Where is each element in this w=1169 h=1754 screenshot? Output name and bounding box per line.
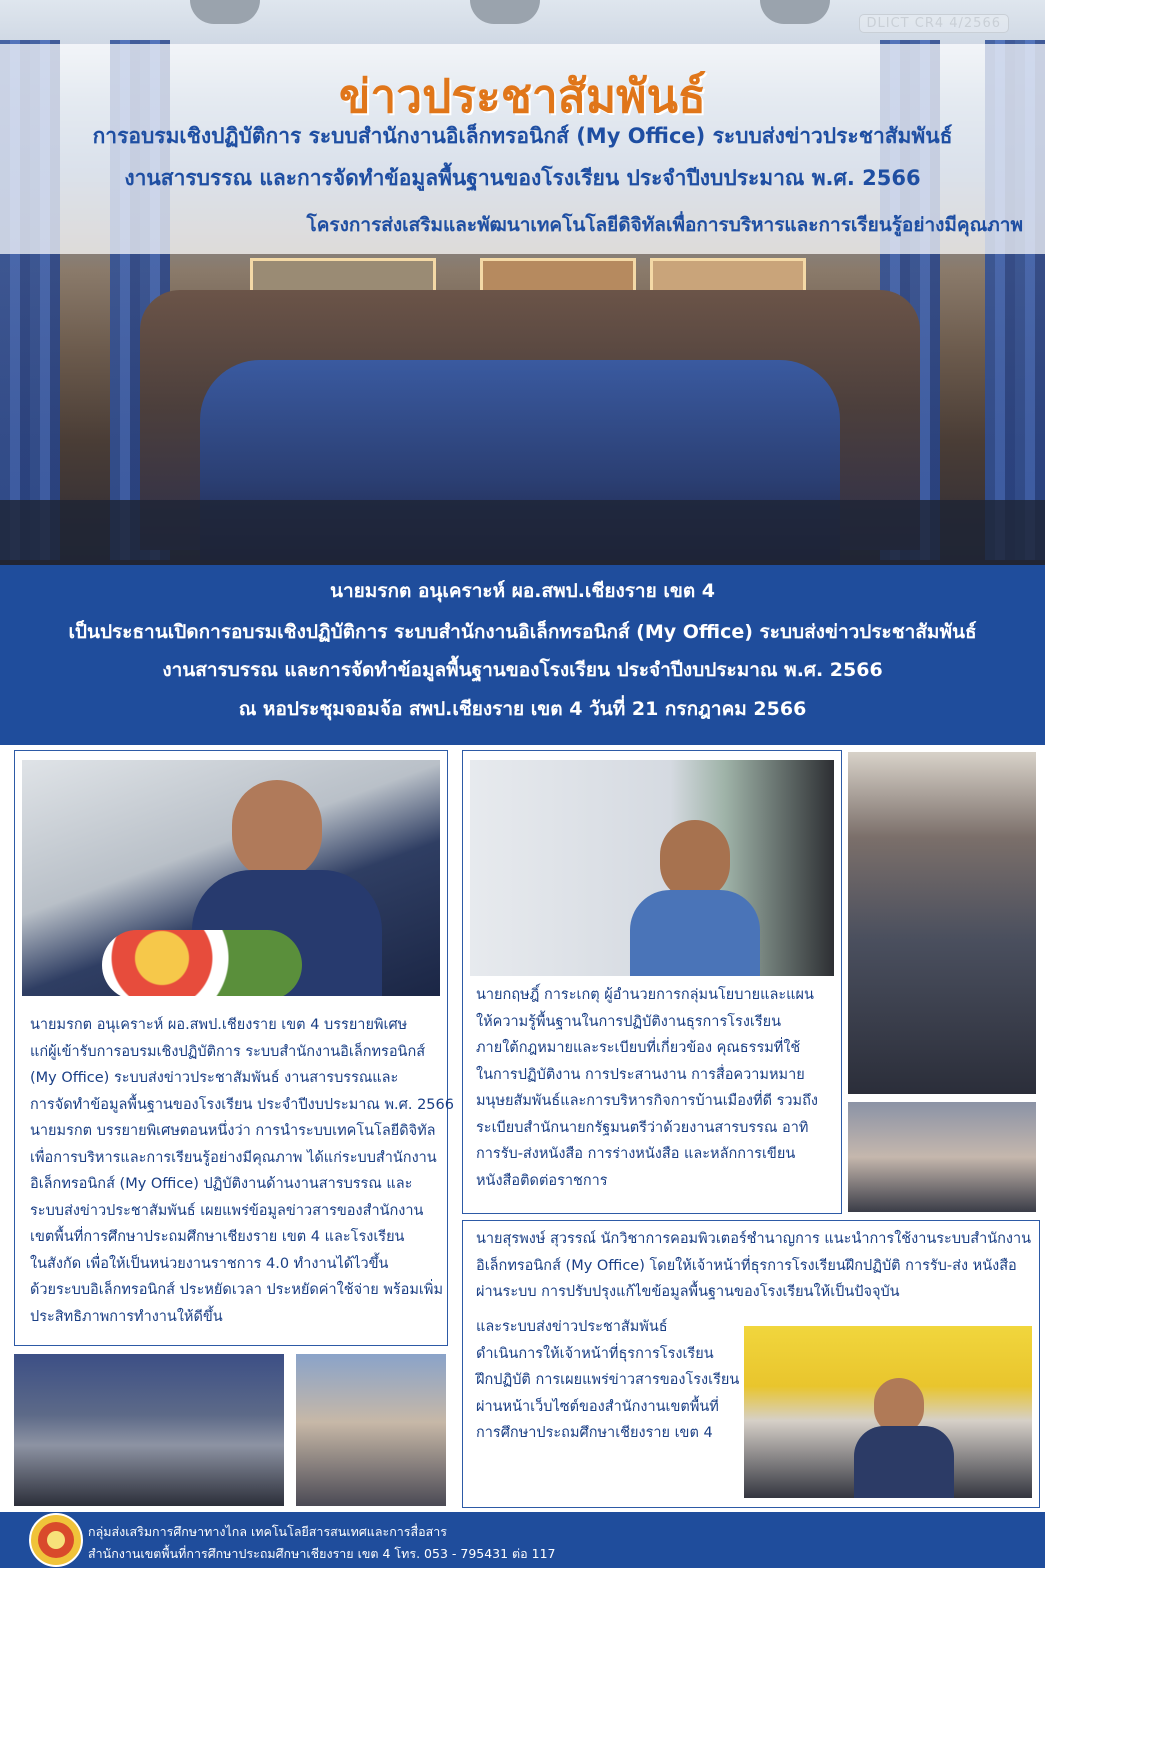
story-line: (My Office) ระบบส่งข่าวประชาสัมพันธ์ งานสารบรรณและ (30, 1070, 399, 1086)
story-line: ผ่านระบบ การปรับปรุงแก้ไขข้อมูลพื้นฐานของโรงเรียนให้เป็นปัจจุบัน (476, 1284, 900, 1300)
flower-arrangement (102, 930, 302, 996)
ceiling-lamp (760, 0, 830, 24)
story-line: ฝึกปฏิบัติ การเผยแพร่ข่าวสารของโรงเรียน (476, 1372, 740, 1388)
band-line-3: งานสารบรรณ และการจัดทำข้อมูลพื้นฐานของโรงเรียน ประจำปีงบประมาณ พ.ศ. 2566 (162, 659, 883, 681)
attendees-photo (848, 752, 1036, 1094)
footer-line-1: กลุ่มส่งเสริมการศึกษาทางไกล เทคโนโลยีสารสนเทศและการสื่อสาร (88, 1524, 448, 1539)
bottom-story-text-top (476, 1226, 1031, 1306)
doc-code: DLICT CR4 4/2566 (859, 14, 1010, 33)
story-line: อิเล็กทรอนิกส์ (My Office) โดยให้เจ้าหน้าที่ธุรการโรงเรียนฝึกปฏิบัติ การรับ-ส่ง หนังสือ (476, 1257, 1017, 1274)
story-line: ประสิทธิภาพการทำงานให้ดีขึ้น (30, 1308, 223, 1325)
story-line: ภายใต้กฎหมายและระเบียบที่เกี่ยวข้อง คุณธรรมที่ใช้ (476, 1040, 801, 1056)
participants-photo (296, 1354, 446, 1506)
story-line: ระเบียบสำนักนายกรัฐมนตรีว่าด้วยงานสารบรรณ อาทิ (476, 1119, 809, 1136)
presenter-photo (744, 1326, 1032, 1498)
story-line: เพื่อการบริหารและการเรียนรู้อย่างมีคุณภาพ ได้แก่ระบบสำนักงาน (30, 1149, 437, 1166)
story-line: อิเล็กทรอนิกส์ (My Office) ปฏิบัติงานด้านงานสารบรรณ และ (30, 1176, 413, 1192)
workshop-photo (848, 1102, 1036, 1212)
subtitle-line-2: งานสารบรรณ และการจัดทำข้อมูลพื้นฐานของโรงเรียน ประจำปีงบประมาณ พ.ศ. 2566 (124, 166, 921, 190)
floor (0, 500, 1045, 565)
subtitle-line-3: โครงการส่งเสริมและพัฒนาเทคโนโลยีดิจิทัลเพื่อการบริหารและการเรียนรู้อย่างมีคุณภาพ (306, 214, 1023, 236)
story-line: แก่ผู้เข้ารับการอบรมเชิงปฏิบัติการ ระบบสำนักงานอิเล็กทรอนิกส์ (30, 1043, 426, 1060)
story-line: ผ่านหน้าเว็บไซต์ของสำนักงานเขตพื้นที่ (476, 1398, 719, 1415)
ceiling-lamp (470, 0, 540, 24)
story-line: นายกฤษฎิ์ การะเกตุ ผู้อำนวยการกลุ่มนโยบายและแผน (476, 987, 814, 1003)
story-line: หนังสือติดต่อราชการ (476, 1172, 608, 1189)
page-title: ข่าวประชาสัมพันธ์ (338, 69, 706, 123)
story-line: ให้ความรู้พื้นฐานในการปฏิบัติงานธุรการโรงเรียน (476, 1013, 782, 1030)
instructor-photo (470, 760, 834, 976)
story-line: ด้วยระบบอิเล็กทรอนิกส์ ประหยัดเวลา ประหยัดค่าใช้จ่าย พร้อมเพิ่ม (30, 1282, 444, 1298)
story-line: ดำเนินการให้เจ้าหน้าที่ธุรการโรงเรียน (476, 1345, 714, 1362)
footer-line-2: สำนักงานเขตพื้นที่การศึกษาประถมศึกษาเชียงราย เขต 4 โทร. 053 - 795431 ต่อ 117 (88, 1546, 556, 1561)
band-line-1: นายมรกต อนุเคราะห์ ผอ.สพป.เชียงราย เขต 4 (329, 580, 716, 602)
left-story-text (30, 1012, 454, 1330)
story-line: ในการปฏิบัติงาน การประสานงาน การสื่อความหมาย (476, 1066, 805, 1083)
obec-logo-icon (28, 1512, 84, 1568)
speaker-head (232, 780, 322, 880)
story-line: นายมรกต อนุเคราะห์ ผอ.สพป.เชียงราย เขต 4 บรรยายพิเศษ (30, 1017, 408, 1033)
band-line-4: ณ หอประชุมจอมจ้อ สพป.เชียงราย เขต 4 วันที่ 21 กรกฎาคม 2566 (238, 698, 807, 720)
story-line: การจัดทำข้อมูลพื้นฐานของโรงเรียน ประจำปีงบประมาณ พ.ศ. 2566 (30, 1096, 454, 1113)
band-line-2: เป็นประธานเปิดการอบรมเชิงปฏิบัติการ ระบบสำนักงานอิเล็กทรอนิกส์ (My Office) ระบบส่งข่าวประชาสัมพันธ์ (68, 621, 977, 643)
story-line: นายมรกต บรรยายพิเศษตอนหนึ่งว่า การนำระบบเทคโนโลยีดิจิทัล (30, 1123, 436, 1139)
bottom-story-text-left (476, 1314, 739, 1447)
ceiling-lamp (190, 0, 260, 24)
training-room-photo (14, 1354, 284, 1506)
story-line: เขตพื้นที่การศึกษาประถมศึกษาเชียงราย เขต 4 และโรงเรียน (30, 1229, 405, 1245)
story-line: การรับ-ส่งหนังสือ การร่างหนังสือ และหลักการเขียน (476, 1146, 796, 1162)
instructor-head (660, 820, 730, 900)
instructor-body (630, 890, 760, 976)
presenter-body (854, 1426, 954, 1498)
story-line: และระบบส่งข่าวประชาสัมพันธ์ (476, 1319, 668, 1335)
story-line: ระบบส่งข่าวประชาสัมพันธ์ เผยแพร่ข้อมูลข่าวสารของสำนักงาน (30, 1202, 424, 1219)
story-line: ในสังกัด เพื่อให้เป็นหน่วยงานราชการ 4.0 ทำงานได้ไวขึ้น (30, 1255, 389, 1272)
middle-story-text (476, 982, 818, 1194)
story-line: มนุษยสัมพันธ์และการบริหารกิจการบ้านเมืองที่ดี รวมถึง (476, 1093, 818, 1109)
story-line: นายสุรพงษ์ สุวรรณ์ นักวิชาการคอมพิวเตอร์ชำนาญการ แนะนำการใช้งานระบบสำนักงาน (476, 1231, 1032, 1247)
speaker-photo (22, 760, 440, 996)
story-line: การศึกษาประถมศึกษาเชียงราย เขต 4 (476, 1425, 713, 1441)
subtitle-line-1: การอบรมเชิงปฏิบัติการ ระบบสำนักงานอิเล็กทรอนิกส์ (My Office) ระบบส่งข่าวประชาสัมพันธ์ (92, 124, 953, 148)
